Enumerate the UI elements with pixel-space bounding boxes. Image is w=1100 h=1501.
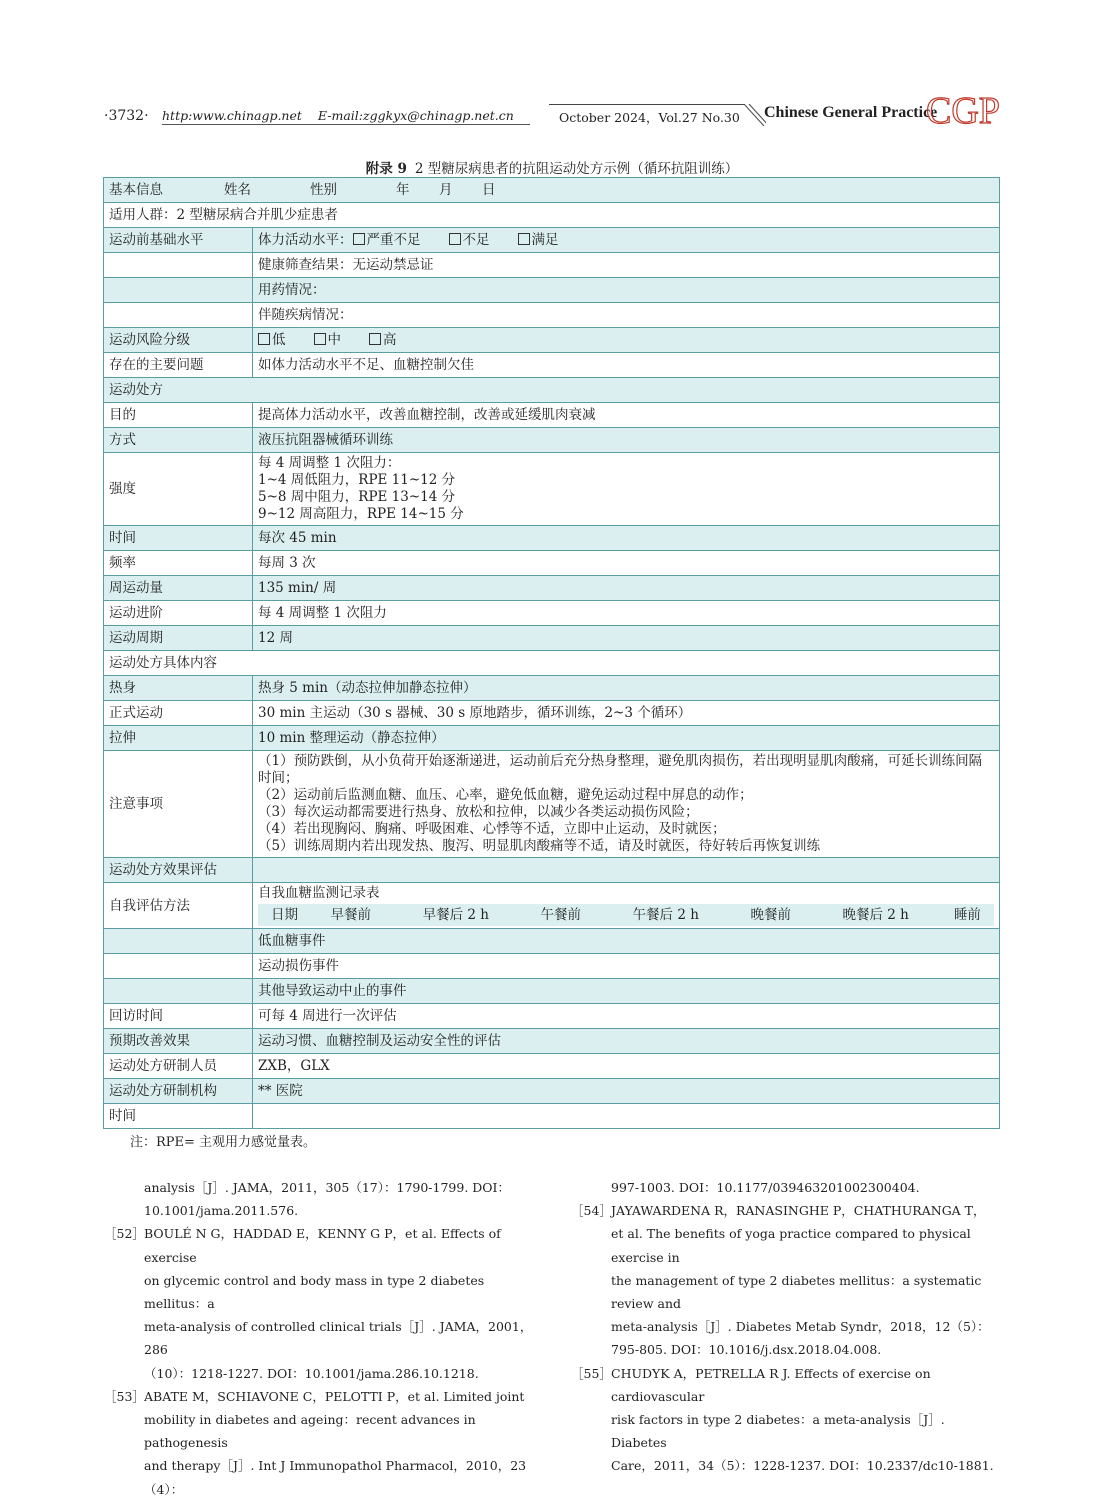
glucose-log-table	[258, 904, 994, 926]
table-row	[104, 378, 1000, 403]
table-row	[104, 551, 1000, 576]
activity-option: 不足	[462, 232, 490, 248]
ref-line: （10）：1218-1227. DOI：10.1001/jama.286.10.1218.	[144, 1365, 479, 1381]
main-exercise-label: 正式运动	[104, 701, 253, 726]
developer: ZXB，GLX	[253, 1054, 1000, 1079]
table-row	[104, 1079, 1000, 1104]
ref-line: and therapy［J］. Int J Immunopathol Pharmacol，2010，23（4）：	[144, 1458, 527, 1497]
references-right-column	[571, 1176, 1001, 1478]
activity-option: 严重不足	[366, 232, 421, 248]
table-row	[104, 178, 1000, 203]
time: 每次 45 min	[253, 526, 1000, 551]
table-row	[104, 1104, 1000, 1129]
day-label: 日	[482, 182, 496, 198]
table-row	[104, 278, 1000, 303]
goal-label: 目的	[104, 403, 253, 428]
ref-line: risk factors in type 2 diabetes：a meta-analysis［J］. Diabetes	[611, 1412, 945, 1451]
time-label: 时间	[104, 526, 253, 551]
table-row	[104, 403, 1000, 428]
followup-label: 回访时间	[104, 1004, 253, 1029]
self-eval-label: 自我评估方法	[104, 883, 253, 929]
table-row	[104, 228, 1000, 253]
ref-line: Care，2011，34（5）：1228-1237. DOI：10.2337/dc10-1881.	[611, 1458, 994, 1474]
reference-55	[571, 1362, 1001, 1478]
table-row	[104, 203, 1000, 228]
freq: 每周 3 次	[253, 551, 1000, 576]
glucose-col-header: 晚餐前	[731, 904, 811, 926]
screening-result: 健康筛查结果：无运动禁忌证	[253, 253, 1000, 278]
table-row	[104, 526, 1000, 551]
table-row	[104, 576, 1000, 601]
eval-section-title: 运动处方效果评估	[104, 858, 253, 883]
ref-line: meta-analysis［J］. Diabetes Metab Syndr，2018，12（5）：	[611, 1319, 990, 1335]
reference-52	[104, 1222, 534, 1384]
checkbox[interactable]	[353, 233, 365, 245]
name-label: 姓名	[224, 182, 251, 198]
glucose-col-header: 早餐后 2 h	[391, 904, 521, 926]
ref-number: ［55］	[571, 1365, 612, 1381]
stretch-label: 拉伸	[104, 726, 253, 751]
warmup: 热身 5 min（动态拉伸加静态拉伸）	[253, 676, 1000, 701]
stretch: 10 min 整理运动（静态拉伸）	[253, 726, 1000, 751]
checkbox[interactable]	[258, 333, 270, 345]
caption-title: 2 型糖尿病患者的抗阻运动处方示例（循环抗阻训练）	[414, 161, 739, 177]
page-header	[104, 92, 1000, 132]
note-item: （4）若出现胸闷、胸痛、呼吸困难、心悸等不适，立即中止运动，及时就医；	[258, 821, 726, 837]
glucose-col-header: 睡前	[941, 904, 994, 926]
table-row	[104, 328, 1000, 353]
intensity-line: 1~4 周低阻力，RPE 11~12 分	[258, 472, 456, 488]
institution-label: 运动处方研制机构	[104, 1079, 253, 1104]
table-row	[258, 904, 994, 926]
intensity-label: 强度	[104, 453, 253, 526]
mode: 液压抗阻器械循环训练	[253, 428, 1000, 453]
baseline-label: 运动前基础水平	[104, 228, 253, 253]
intensity	[253, 453, 1000, 526]
ref-number: ［54］	[571, 1203, 612, 1219]
table-row	[104, 253, 1000, 278]
table-row	[104, 601, 1000, 626]
table-row	[104, 751, 1000, 858]
table-row	[104, 883, 1000, 929]
ref-number: ［53］	[104, 1388, 145, 1404]
ref-line: JAYAWARDENA R，RANASINGHE P，CHATHURANGA T，	[611, 1203, 986, 1219]
table-note: 注：RPE= 主观用力感觉量表。	[130, 1135, 317, 1150]
reference-54	[571, 1199, 1001, 1361]
journal-email[interactable]: E-mail:zggkyx@chinagp.net.cn	[317, 108, 514, 123]
period-label: 运动周期	[104, 626, 253, 651]
exercise-prescription-table	[103, 177, 1000, 1129]
table-row	[104, 1054, 1000, 1079]
intensity-line: 每 4 周调整 1 次阻力：	[258, 455, 401, 471]
medication: 用药情况：	[253, 278, 1000, 303]
ref-line: meta-analysis of controlled clinical trials［J］. JAMA，2001，286	[144, 1319, 533, 1358]
ref-line: 795-805. DOI：10.1016/j.dsx.2018.04.008.	[611, 1342, 882, 1358]
glucose-log-title: 自我血糖监测记录表	[258, 885, 380, 901]
glucose-col-header: 午餐前	[521, 904, 601, 926]
activity-option: 满足	[531, 232, 559, 248]
checkbox[interactable]	[518, 233, 530, 245]
header-diagonal-rule	[744, 104, 766, 126]
risk-option: 中	[327, 332, 341, 348]
glucose-log-cell	[253, 883, 1000, 929]
table-row	[104, 858, 1000, 883]
warmup-label: 热身	[104, 676, 253, 701]
volume-label: 周运动量	[104, 576, 253, 601]
table-row	[104, 626, 1000, 651]
glucose-col-header: 早餐前	[311, 904, 391, 926]
other-events: 其他导致运动中止的事件	[253, 979, 1000, 1004]
target-population: 适用人群：2 型糖尿病合并肌少症患者	[104, 203, 1000, 228]
table-caption	[104, 157, 1000, 177]
intensity-line: 5~8 周中阻力，RPE 13~14 分	[258, 489, 456, 505]
risk-option: 低	[272, 332, 286, 348]
mode-label: 方式	[104, 428, 253, 453]
table-row	[104, 651, 1000, 676]
ref-number: ［52］	[104, 1226, 145, 1242]
ref-line: the management of type 2 diabetes mellitus：a systematic review and	[611, 1272, 982, 1312]
page-number: ·3732·	[104, 108, 149, 124]
period: 12 周	[253, 626, 1000, 651]
ref-line: et al. The benefits of yoga practice compared to physical exercise in	[611, 1226, 971, 1265]
table-row	[104, 428, 1000, 453]
developer-label: 运动处方研制人员	[104, 1054, 253, 1079]
risk-cell	[253, 328, 1000, 353]
note-item: （2）运动前后监测血糖、血压、心率，避免低血糖，避免运动过程中屏息的动作；	[258, 787, 753, 803]
table-row	[104, 979, 1000, 1004]
glucose-col-header: 午餐后 2 h	[601, 904, 731, 926]
notes	[253, 751, 1000, 858]
progress-label: 运动进阶	[104, 601, 253, 626]
followup: 可每 4 周进行一次评估	[253, 1004, 1000, 1029]
references-left-column	[104, 1176, 534, 1501]
table-row	[104, 954, 1000, 979]
table-row	[104, 676, 1000, 701]
table-row	[104, 453, 1000, 526]
table-row	[104, 1004, 1000, 1029]
note-item: （3）每次运动都需要进行热身、放松和拉伸，以减少各类运动损伤风险；	[258, 804, 699, 820]
checkbox[interactable]	[449, 233, 461, 245]
ref-continuation: 10.1001/jama.2011.576.	[144, 1203, 299, 1219]
main-exercise: 30 min 主运动（30 s 器械、30 s 原地踏步，循环训练，2~3 个循环）	[253, 701, 1000, 726]
ref-line: mobility in diabetes and ageing：recent advances in pathogenesis	[144, 1412, 476, 1451]
content-section-title: 运动处方具体内容	[104, 651, 1000, 676]
gender-label: 性别	[310, 182, 337, 198]
rx-section-title: 运动处方	[104, 378, 1000, 403]
issue-info: October 2024，Vol.27 No.30	[559, 110, 740, 125]
hypoglycemia-events: 低血糖事件	[253, 929, 1000, 954]
activity-prefix: 体力活动水平：	[258, 232, 353, 248]
progress: 每 4 周调整 1 次阻力	[253, 601, 1000, 626]
ref-continuation: 997-1003. DOI：10.1177/039463201002300404.	[611, 1180, 920, 1195]
notes-label: 注意事项	[104, 751, 253, 858]
caption-label: 附录 9	[365, 161, 407, 177]
problem-label: 存在的主要问题	[104, 353, 253, 378]
cgp-logo-icon	[924, 90, 1004, 128]
comorbidity: 伴随疾病情况：	[253, 303, 1000, 328]
table-row	[104, 1029, 1000, 1054]
journal-name: Chinese General Practice	[764, 104, 938, 121]
freq-label: 频率	[104, 551, 253, 576]
logo-lettering: CGP	[926, 90, 1000, 128]
ref-continuation: analysis［J］. JAMA，2011，305（17）：1790-1799. DOI：	[144, 1180, 510, 1195]
header-rule	[549, 104, 744, 105]
note-item: （5）训练周期内若出现发热、腹泻、明显肌肉酸痛等不适，请及时就医，待好转后再恢复训练	[258, 838, 821, 854]
basic-info-label: 基本信息	[109, 182, 163, 198]
risk-label: 运动风险分级	[104, 328, 253, 353]
year-label: 年	[396, 182, 410, 198]
month-label: 月	[439, 182, 453, 198]
table-row	[104, 701, 1000, 726]
ref-line: CHUDYK A，PETRELLA R J. Effects of exercise on cardiovascular	[611, 1365, 931, 1404]
risk-option: 高	[383, 332, 397, 348]
date-label: 时间	[104, 1104, 253, 1129]
goal: 提高体力活动水平，改善血糖控制，改善或延缓肌肉衰减	[253, 403, 1000, 428]
glucose-col-header: 晚餐后 2 h	[811, 904, 941, 926]
table-row	[104, 303, 1000, 328]
reference-53	[104, 1385, 534, 1501]
checkbox[interactable]	[314, 333, 326, 345]
table-row	[104, 929, 1000, 954]
glucose-col-header: 日期	[258, 904, 311, 926]
expected-label: 预期改善效果	[104, 1029, 253, 1054]
injury-events: 运动损伤事件	[253, 954, 1000, 979]
problem: 如体力活动水平不足、血糖控制欠佳	[253, 353, 1000, 378]
checkbox[interactable]	[369, 333, 381, 345]
expected: 运动习惯、血糖控制及运动安全性的评估	[253, 1029, 1000, 1054]
institution: ** 医院	[253, 1079, 1000, 1104]
note-item: （1）预防跌倒，从小负荷开始逐渐递进，运动前后充分热身整理，避免肌肉损伤，若出现明显肌肉酸痛，可延长训练间隔时间；	[258, 753, 983, 786]
table-row	[104, 353, 1000, 378]
ref-line: ABATE M，SCHIAVONE C，PELOTTI P，et al. Limited joint	[144, 1388, 525, 1404]
ref-line: BOULÉ N G，HADDAD E，KENNY G P，et al. Effects of exercise	[144, 1226, 501, 1265]
volume: 135 min/ 周	[253, 576, 1000, 601]
activity-level-cell	[253, 228, 1000, 253]
basic-info-row	[104, 178, 1000, 203]
intensity-line: 9~12 周高阻力，RPE 14~15 分	[258, 506, 464, 522]
table-row	[104, 726, 1000, 751]
header-links	[162, 108, 530, 125]
journal-url[interactable]: http:www.chinagp.net	[162, 108, 302, 123]
ref-line: on glycemic control and body mass in type 2 diabetes mellitus：a	[144, 1272, 485, 1312]
